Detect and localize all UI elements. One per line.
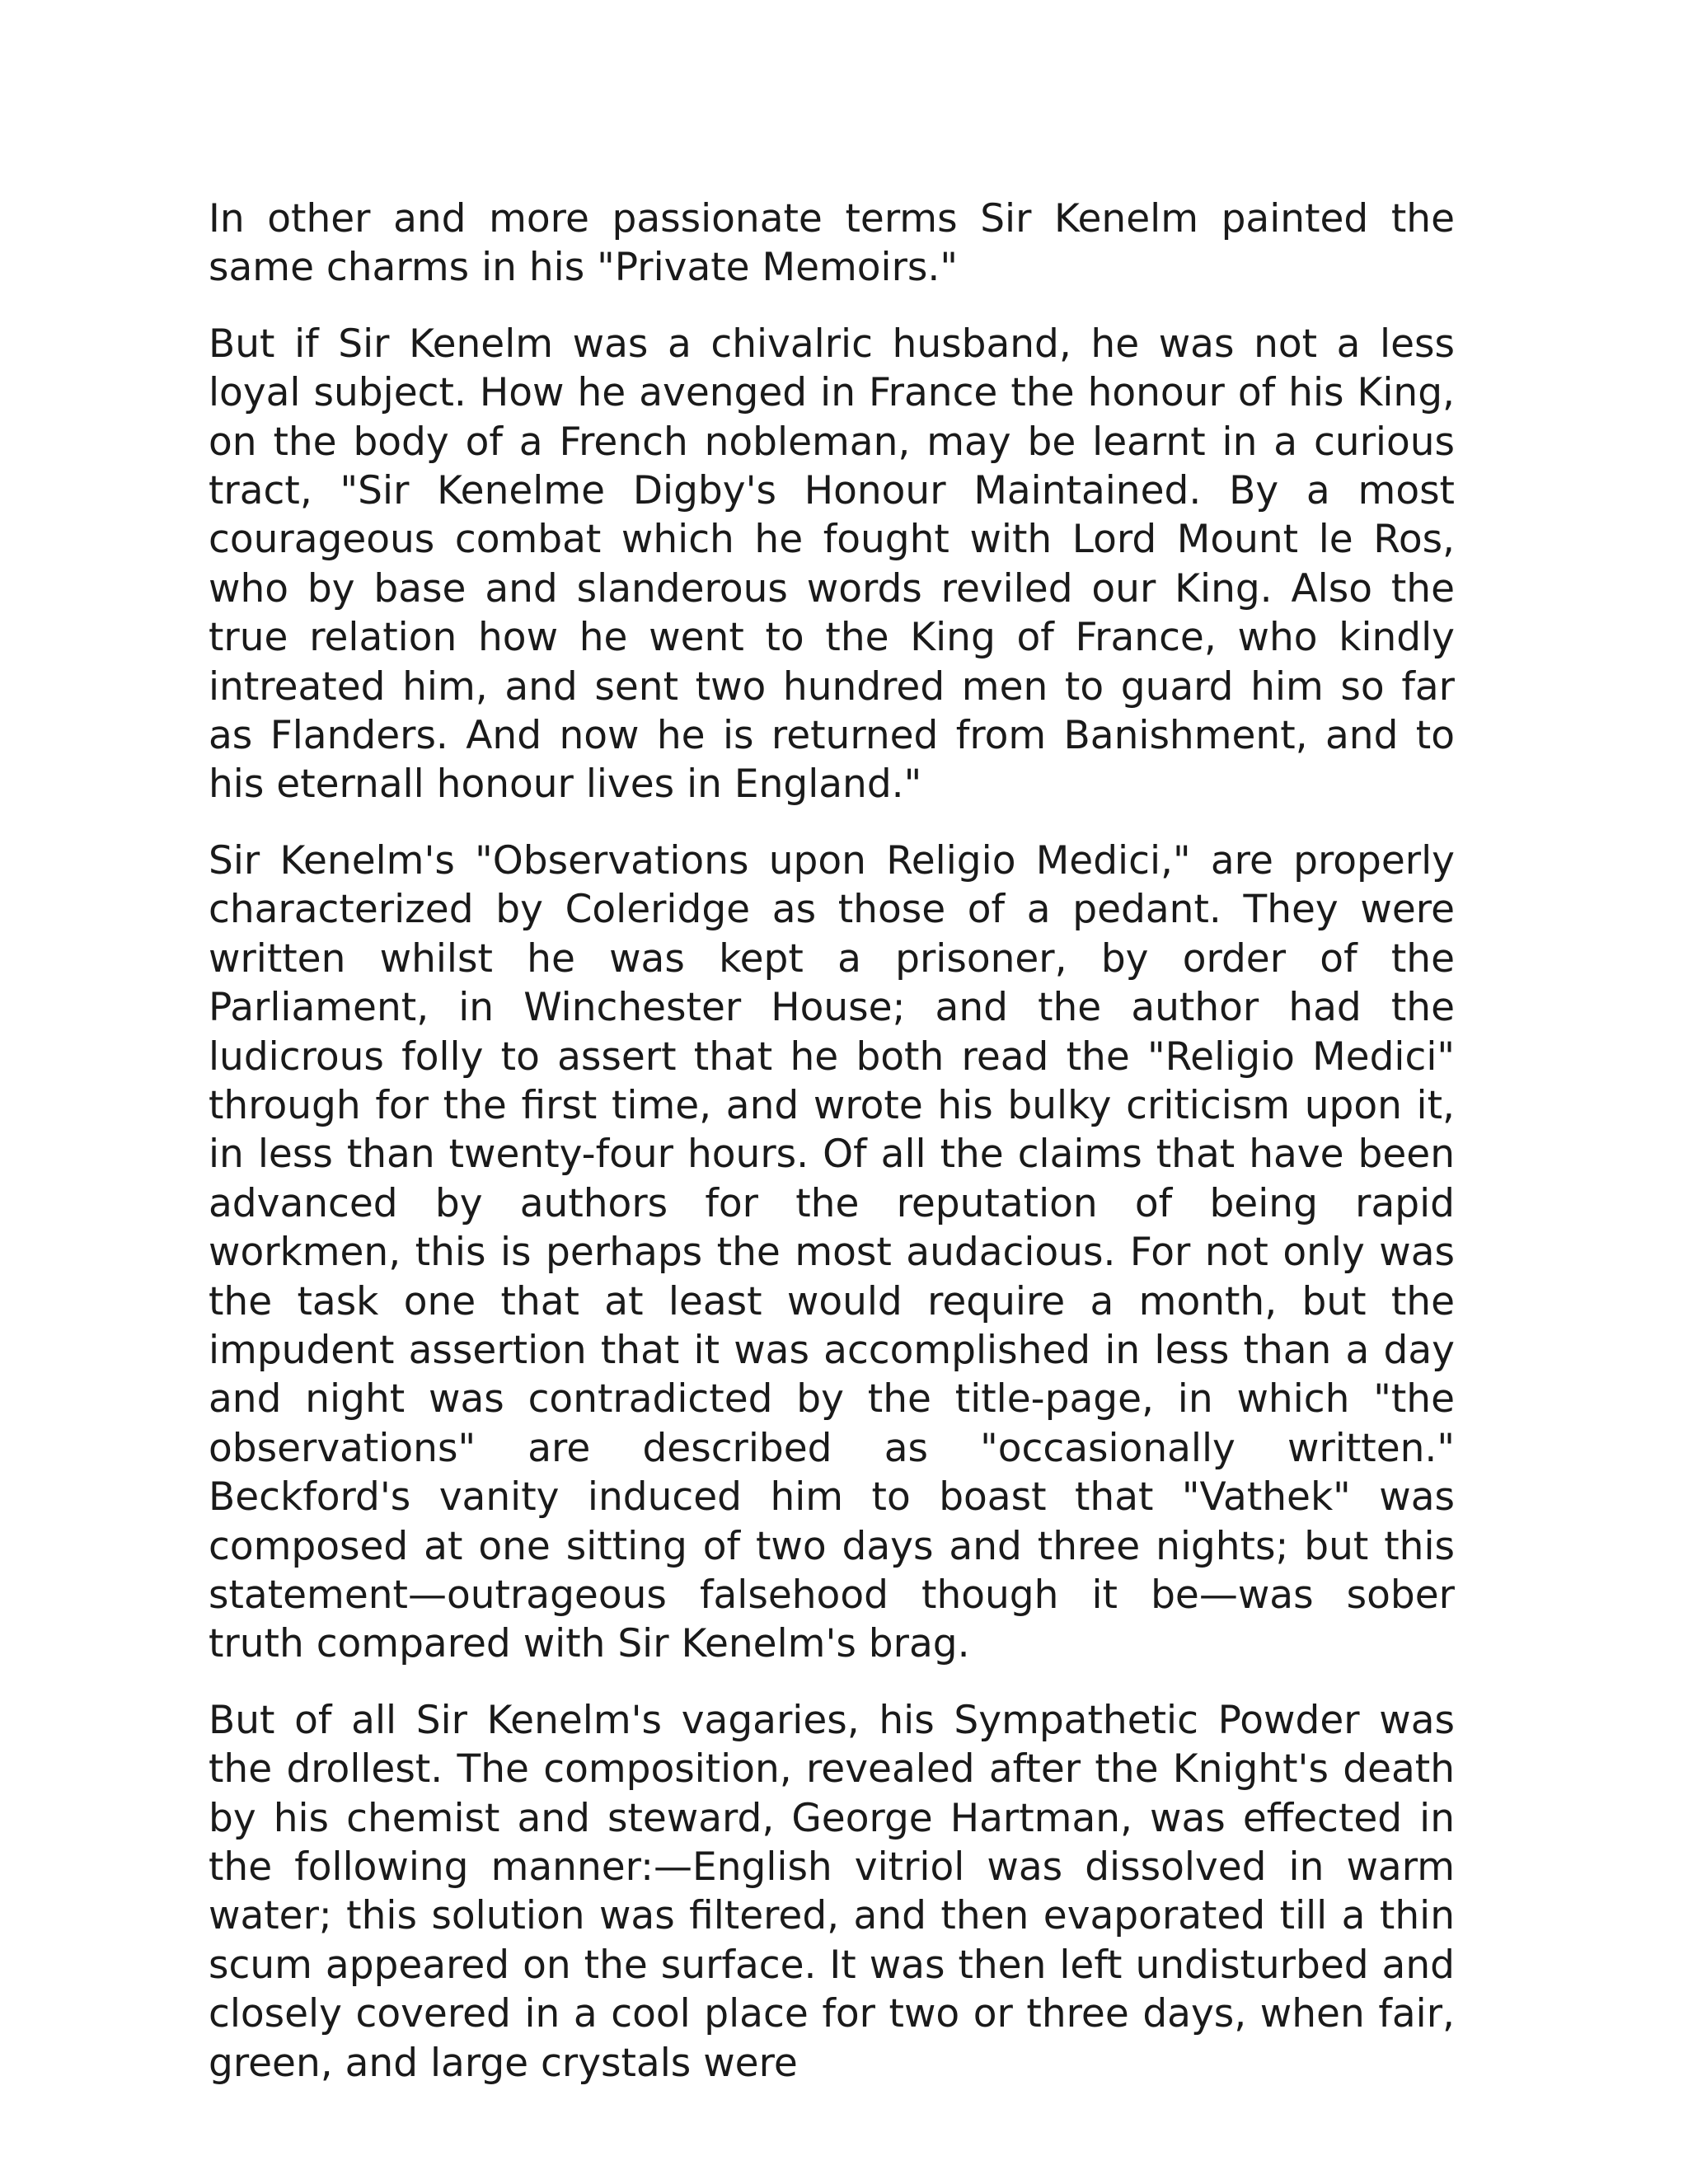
paragraph-religio-medici: Sir Kenelm's "Observations upon Religio Medici," are properly characterized by Coleridge as those of a pedant. They were written whilst he was kept a prisoner, by order of the Parliament, in Winchester House; and the author had the ludicrous folly to assert that he both read the "Religio Medici" through for the first time, and wrote his bulky criticism upon it, in less than twenty-four hours. Of all the claims that have been advanced by authors for the reputation of being rapid workmen, this is perhaps the most audacious. For not only was the task one that at least would require a month, but the impudent assertion that it was accomplished in less than a day and night was contradicted by the title-page, in which "the observations" are described as "occasionally written." Beckford's vanity induced him to boast that "Vathek" was composed at one sitting of two days and three nights; but this statement—outrageous falsehood though it be—was sober truth compared with Sir Kenelm's brag. xyxy=(209,837,1455,1667)
document-page xyxy=(209,194,1455,2115)
paragraph-honour-maintained: But if Sir Kenelm was a chivalric husband, he was not a less loyal subject. How he avenged in France the honour of his King, on the body of a French nobleman, may be learnt in a curious tract, "Sir Kenelme Digby's Honour Maintained. By a most courageous combat which he fought with Lord Mount le Ros, who by base and slanderous words reviled our King. Also the true relation how he went to the King of France, who kindly intreated him, and sent two hundred men to guard him so far as Flanders. And now he is returned from Banishment, and to his eternall honour lives in England." xyxy=(209,321,1455,808)
paragraph-private-memoirs: In other and more passionate terms Sir Kenelm painted the same charms in his "Private Memoirs." xyxy=(209,196,1455,291)
paragraph-sympathetic-powder: But of all Sir Kenelm's vagaries, his Sympathetic Powder was the drollest. The composition, revealed after the Knight's death by his chemist and steward, George Hartman, was effected in the following manner:—English vitriol was dissolved in warm water; this solution was filtered, and then evaporated till a thin scum appeared on the surface. It was then left undisturbed and closely covered in a cool place for two or three days, when fair, green, and large crystals were xyxy=(209,1697,1455,2086)
